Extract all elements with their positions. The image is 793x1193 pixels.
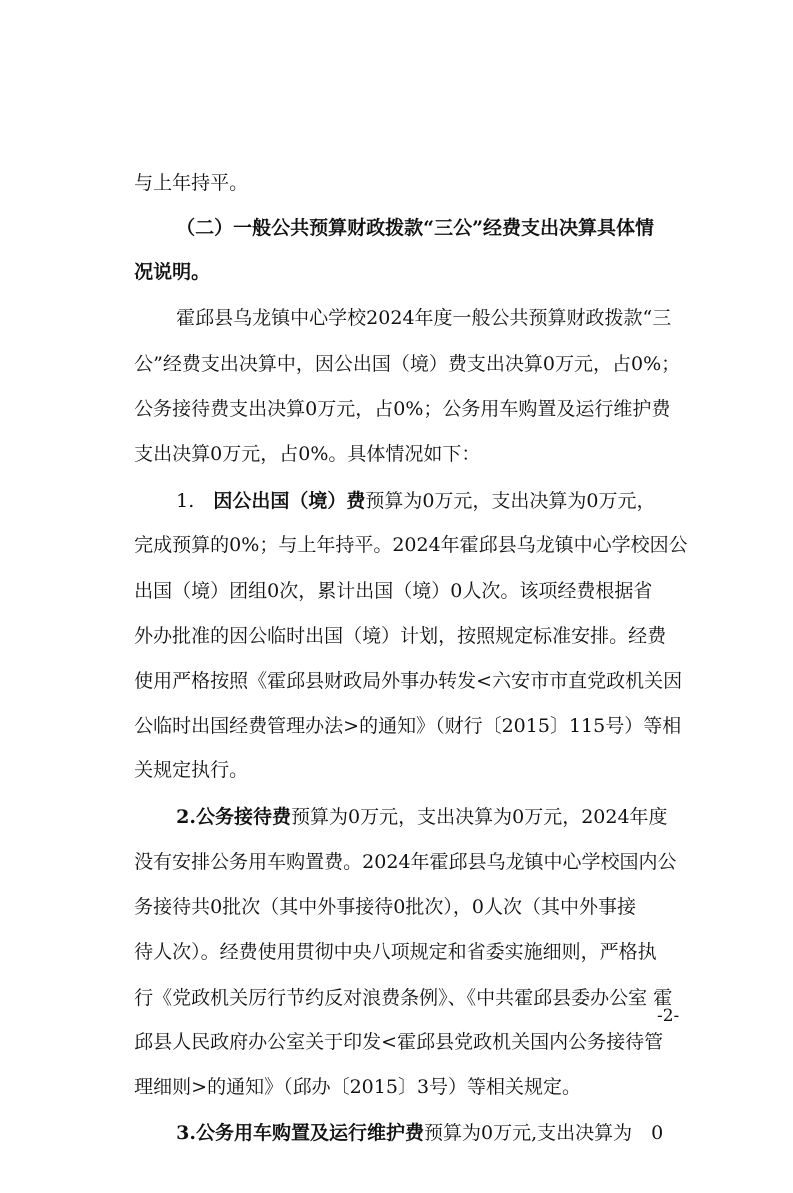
paragraph-line bbox=[110, 666, 793, 737]
line-text: 没有安排公务用车购置费。2024年霍邱县乌龙镇中心学校国内公 bbox=[134, 851, 677, 873]
page-number: -2- bbox=[657, 1006, 680, 1026]
paragraph-line bbox=[110, 349, 793, 420]
section-heading-line bbox=[152, 168, 793, 239]
line-text: 务接待共0批次（其中外事接待0批次），0人次（其中外事接 bbox=[134, 896, 636, 918]
line-text: 理细则>的通知》（邱办〔2015〕3号）等相关规定。 bbox=[134, 1076, 582, 1098]
line-text: 关规定执行。 bbox=[134, 759, 249, 781]
line-text: 预算为0万元,支出决算为 0 bbox=[424, 1122, 664, 1144]
paragraph-line bbox=[152, 258, 793, 329]
line-text: 出国（境）团组0次，累计出国（境）0人次。该项经费根据省 bbox=[134, 580, 653, 602]
paragraph-line bbox=[152, 757, 793, 828]
section-heading-text: 况说明。 bbox=[134, 261, 211, 283]
paragraph-line bbox=[110, 892, 793, 963]
line-text: 使用严格按照《霍邱县财政局外事办转发<六安市市直党政机关因 bbox=[134, 670, 683, 692]
line-text: 霍邱县乌龙镇中心学校2024年度一般公共预算财政拨款“三 bbox=[176, 307, 672, 329]
section-heading-text: （二）一般公共预算财政拨款“三公”经费支出决算具体情 bbox=[176, 217, 655, 239]
paragraph-line bbox=[110, 576, 793, 647]
item-title: 2.公务接待费 bbox=[176, 806, 292, 828]
item-title: 因公出国（境）费 bbox=[213, 490, 366, 512]
paragraph-line bbox=[152, 1073, 793, 1144]
paragraph-line bbox=[110, 938, 793, 1009]
section-heading-line bbox=[110, 212, 793, 283]
line-text: 邱县人民政府办公室关于印发<霍邱县党政机关国内公务接待管 bbox=[134, 1031, 664, 1053]
paragraph-line bbox=[152, 441, 793, 512]
item-title: 3.公务用车购置及运行维护费 bbox=[176, 1122, 425, 1144]
paragraph-line bbox=[110, 123, 793, 194]
line-text: 公务接待费支出决算0万元，占0%；公务用车购置及运行维护费 bbox=[134, 398, 671, 420]
line-text: 支出决算0万元，占0%。具体情况如下： bbox=[134, 443, 481, 465]
paragraph-line bbox=[110, 982, 793, 1053]
line-text: 公”经费支出决算中，因公出国（境）费支出决算0万元，占0%； bbox=[134, 353, 681, 375]
line-text: 预算为0万元，支出决算为0万元，2024年度 bbox=[291, 806, 668, 828]
paragraph-line bbox=[110, 1027, 793, 1098]
item-number: 1. bbox=[176, 490, 214, 512]
paragraph-line bbox=[110, 531, 793, 602]
line-text: 行《党政机关厉行节约反对浪费条例》、《中共霍邱县委办公室 霍 bbox=[134, 987, 673, 1009]
paragraph-line bbox=[110, 621, 793, 692]
line-text: 外办批准的因公临时出国（境）计划，按照规定标准安排。经费 bbox=[134, 625, 667, 647]
line-text: 预算为0万元，支出决算为0万元， bbox=[365, 490, 656, 512]
paragraph-line bbox=[110, 485, 793, 556]
paragraph-line bbox=[110, 304, 793, 375]
line-text: 待人次）。经费使用贯彻中央八项规定和省委实施细则，严格执 bbox=[134, 941, 657, 963]
line-text: 完成预算的0%；与上年持平。2024年霍邱县乌龙镇中心学校因公 bbox=[134, 534, 688, 556]
line-text: 与上年持平。 bbox=[134, 172, 249, 194]
paragraph-line bbox=[110, 802, 793, 873]
paragraph-line bbox=[110, 394, 793, 465]
paragraph-line bbox=[110, 710, 793, 781]
paragraph-line bbox=[110, 847, 793, 918]
line-text: 公临时出国经费管理办法>的通知》（财行〔2015〕115号）等相 bbox=[134, 715, 682, 737]
